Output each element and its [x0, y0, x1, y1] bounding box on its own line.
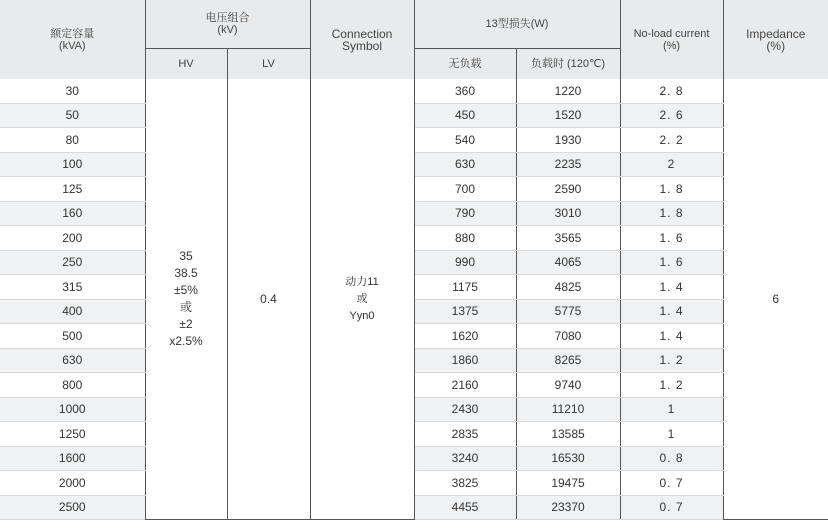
cell-load-loss: 13585	[516, 422, 620, 447]
cell-load-loss: 3565	[516, 226, 620, 251]
cell-no-load-current: 1. 8	[620, 177, 723, 202]
table-row	[0, 226, 828, 251]
cell-no-load-loss: 450	[414, 103, 516, 128]
table-row	[0, 422, 828, 447]
cell-no-load-current: 0. 8	[620, 446, 723, 471]
cell-no-load-loss: 1860	[414, 348, 516, 373]
table-row	[0, 495, 828, 520]
cell-no-load-loss: 990	[414, 250, 516, 275]
cell-no-load-loss: 2160	[414, 373, 516, 398]
header-load-loss: 负载时 (120℃)	[516, 49, 620, 80]
header-loss: 13型损失(W)	[414, 0, 620, 49]
cell-no-load-loss: 3240	[414, 446, 516, 471]
header-connection: Connection Symbol	[310, 0, 414, 79]
cell-load-loss: 1930	[516, 128, 620, 153]
cell-no-load-current: 2. 8	[620, 79, 723, 103]
cell-no-load-current: 1. 2	[620, 373, 723, 398]
table-row	[0, 373, 828, 398]
cell-capacity: 2500	[0, 495, 145, 520]
cell-no-load-current: 2. 6	[620, 103, 723, 128]
cell-capacity: 250	[0, 250, 145, 275]
cell-connection-merged: 动力11 或 Yyn0	[310, 79, 414, 520]
cell-load-loss: 5775	[516, 299, 620, 324]
table-row	[0, 128, 828, 153]
cell-capacity: 200	[0, 226, 145, 251]
header-impedance: Impedance (%)	[723, 0, 828, 79]
header-no-load-loss: 无负载	[414, 49, 516, 80]
table-row	[0, 177, 828, 202]
cell-no-load-loss: 630	[414, 152, 516, 177]
cell-capacity: 160	[0, 201, 145, 226]
cell-load-loss: 1520	[516, 103, 620, 128]
cell-no-load-current: 0. 7	[620, 471, 723, 496]
cell-capacity: 80	[0, 128, 145, 153]
cell-no-load-current: 1. 4	[620, 299, 723, 324]
cell-no-load-current: 2	[620, 152, 723, 177]
cell-no-load-loss: 1620	[414, 324, 516, 349]
cell-lv-merged: 0.4	[227, 79, 310, 520]
table-row	[0, 201, 828, 226]
cell-capacity: 100	[0, 152, 145, 177]
table-body	[0, 79, 828, 520]
cell-capacity: 30	[0, 79, 145, 103]
header-voltage: 电压组合 (kV)	[145, 0, 310, 49]
cell-capacity: 315	[0, 275, 145, 300]
cell-no-load-current: 1. 4	[620, 275, 723, 300]
cell-load-loss: 16530	[516, 446, 620, 471]
table-row	[0, 446, 828, 471]
header-no-load-current: No-load current (%)	[620, 0, 723, 79]
cell-no-load-loss: 1175	[414, 275, 516, 300]
cell-capacity: 630	[0, 348, 145, 373]
cell-no-load-current: 1	[620, 422, 723, 447]
cell-no-load-current: 0. 7	[620, 495, 723, 520]
cell-no-load-current: 1. 4	[620, 324, 723, 349]
cell-no-load-loss: 360	[414, 79, 516, 103]
cell-no-load-current: 1. 2	[620, 348, 723, 373]
cell-no-load-current: 1. 6	[620, 226, 723, 251]
cell-no-load-loss: 1375	[414, 299, 516, 324]
cell-capacity: 50	[0, 103, 145, 128]
table-row	[0, 250, 828, 275]
cell-capacity: 400	[0, 299, 145, 324]
cell-load-loss: 11210	[516, 397, 620, 422]
cell-capacity: 125	[0, 177, 145, 202]
table-row	[0, 152, 828, 177]
cell-capacity: 500	[0, 324, 145, 349]
cell-no-load-loss: 700	[414, 177, 516, 202]
cell-no-load-loss: 2835	[414, 422, 516, 447]
cell-load-loss: 19475	[516, 471, 620, 496]
cell-no-load-loss: 540	[414, 128, 516, 153]
cell-load-loss: 3010	[516, 201, 620, 226]
cell-no-load-current: 1. 6	[620, 250, 723, 275]
cell-no-load-loss: 880	[414, 226, 516, 251]
table-row	[0, 471, 828, 496]
cell-load-loss: 4825	[516, 275, 620, 300]
cell-capacity: 1250	[0, 422, 145, 447]
table-row	[0, 397, 828, 422]
cell-capacity: 1600	[0, 446, 145, 471]
table-row	[0, 79, 828, 103]
table-row	[0, 299, 828, 324]
cell-capacity: 1000	[0, 397, 145, 422]
table-row	[0, 103, 828, 128]
cell-no-load-loss: 2430	[414, 397, 516, 422]
cell-no-load-loss: 790	[414, 201, 516, 226]
cell-load-loss: 9740	[516, 373, 620, 398]
header-hv: HV	[145, 49, 227, 80]
cell-no-load-current: 2. 2	[620, 128, 723, 153]
cell-load-loss: 7080	[516, 324, 620, 349]
cell-load-loss: 4065	[516, 250, 620, 275]
cell-no-load-loss: 3825	[414, 471, 516, 496]
header-capacity: 额定容量 (kVA)	[0, 0, 145, 79]
cell-no-load-current: 1	[620, 397, 723, 422]
cell-capacity: 2000	[0, 471, 145, 496]
table-row	[0, 324, 828, 349]
cell-load-loss: 1220	[516, 79, 620, 103]
cell-load-loss: 8265	[516, 348, 620, 373]
header-lv: LV	[227, 49, 310, 80]
cell-load-loss: 23370	[516, 495, 620, 520]
table-row	[0, 275, 828, 300]
cell-impedance-merged: 6	[723, 79, 828, 520]
table-row	[0, 348, 828, 373]
cell-no-load-current: 1. 8	[620, 201, 723, 226]
cell-load-loss: 2590	[516, 177, 620, 202]
cell-load-loss: 2235	[516, 152, 620, 177]
cell-capacity: 800	[0, 373, 145, 398]
cell-hv-merged: 35 38.5 ±5% 或 ±2 x2.5%	[145, 79, 227, 520]
cell-no-load-loss: 4455	[414, 495, 516, 520]
